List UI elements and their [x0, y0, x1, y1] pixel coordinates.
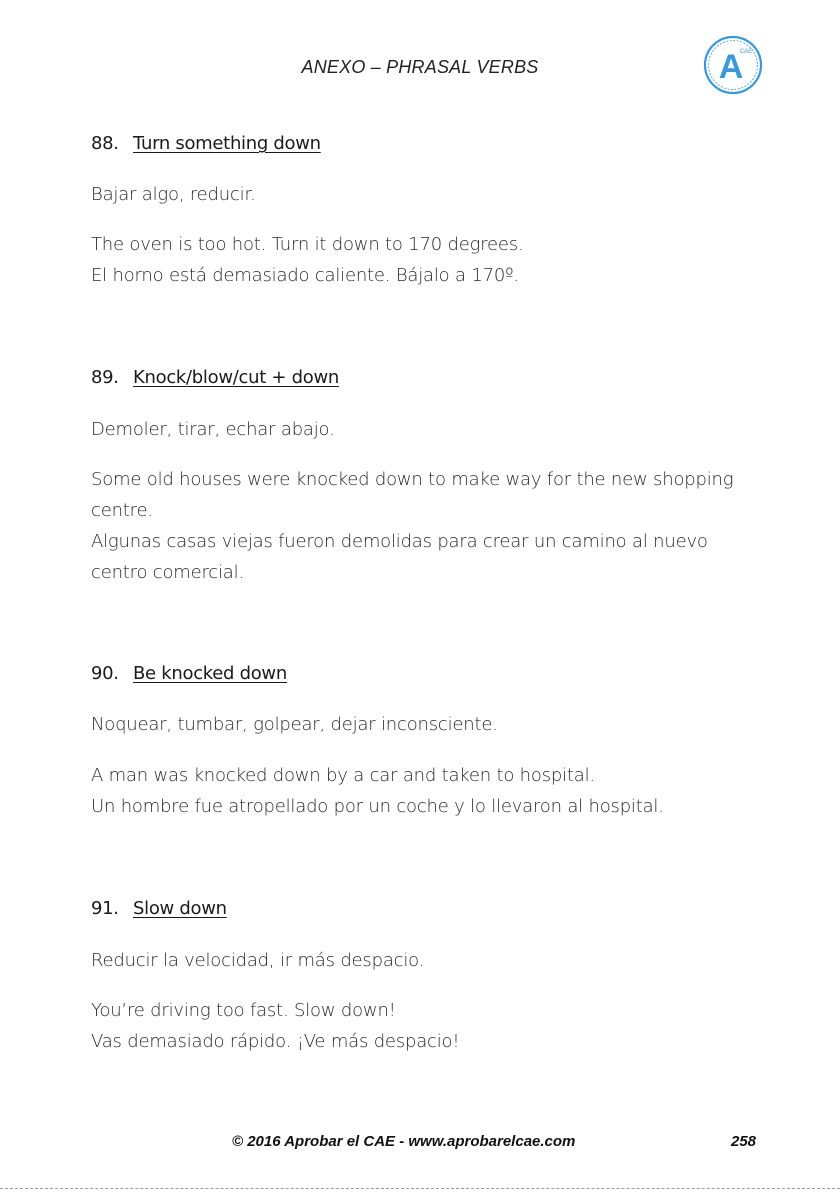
example-english: A man was knocked down by a car and taken to hospital. [91, 765, 595, 786]
aprobar-cae-logo [703, 35, 763, 95]
example-spanish: Algunas casas viejas fueron demolidas para crear un camino al nuevo centro comercial. [91, 531, 708, 583]
example-spanish: Vas demasiado rápido. ¡Ve más despacio! [91, 1031, 460, 1052]
entry-phrasal-verb: Be knocked down [133, 663, 287, 684]
entry-example-89 [91, 464, 751, 588]
entry-number: 91. [91, 898, 119, 919]
footer-copyright: © 2016 Aprobar el CAE - www.aprobarelcae.com [232, 1133, 576, 1150]
example-spanish: El horno está demasiado caliente. Bájalo a 170º. [91, 265, 519, 286]
bottom-divider [0, 1188, 840, 1189]
page-title: ANEXO – PHRASAL VERBS [301, 57, 539, 77]
entry-meaning-91: Reducir la velocidad, ir más despacio. [91, 950, 425, 971]
page-number: 258 [731, 1133, 757, 1150]
example-english: You’re driving too fast. Slow down! [91, 1000, 396, 1021]
example-spanish: Un hombre fue atropellado por un coche y lo llevaron al hospital. [91, 796, 664, 817]
entry-meaning-89: Demoler, tirar, echar abajo. [91, 419, 335, 440]
entry-heading-89 [91, 367, 339, 388]
entry-example-90 [91, 760, 751, 822]
entry-meaning-90: Noquear, tumbar, golpear, dejar inconsciente. [91, 714, 498, 735]
entry-heading-90 [91, 663, 287, 684]
entry-number: 88. [91, 133, 119, 154]
entry-heading-91 [91, 898, 227, 919]
entry-phrasal-verb: Knock/blow/cut + down [133, 367, 339, 388]
entry-example-88 [91, 229, 751, 291]
entry-phrasal-verb: Slow down [133, 898, 227, 919]
entry-phrasal-verb: Turn something down [133, 133, 321, 154]
example-english: The oven is too hot. Turn it down to 170 degrees. [91, 234, 524, 255]
entry-number: 90. [91, 663, 119, 684]
entry-meaning-88: Bajar algo, reducir. [91, 184, 256, 205]
example-english: Some old houses were knocked down to make way for the new shopping centre. [91, 469, 734, 521]
entry-example-91 [91, 995, 751, 1057]
logo-letter: A [718, 48, 744, 86]
entry-heading-88 [91, 133, 321, 154]
entry-number: 89. [91, 367, 119, 388]
logo-badge: CAE [739, 49, 753, 55]
